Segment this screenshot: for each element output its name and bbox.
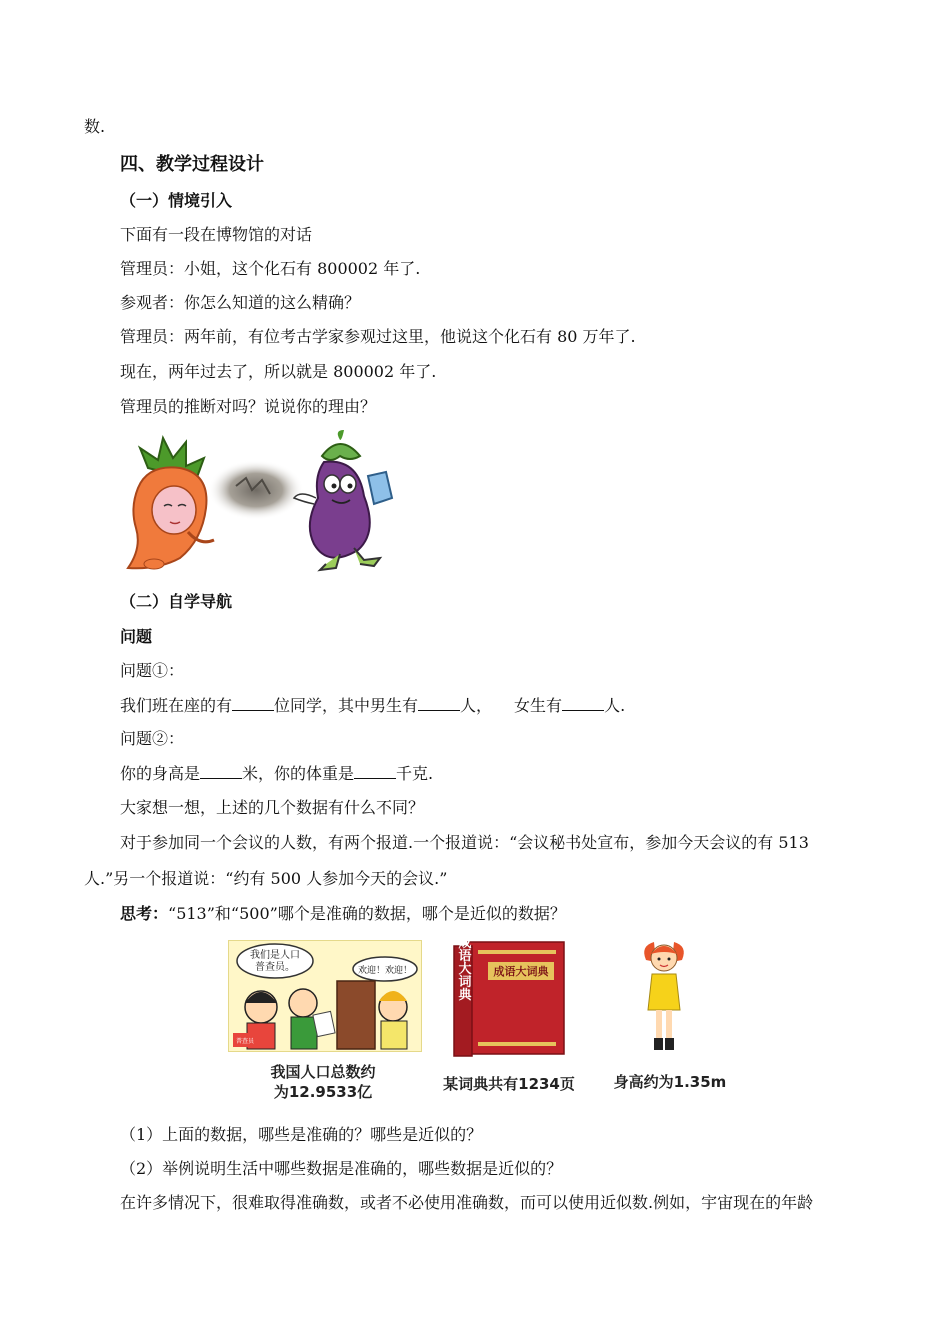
after-question-1: （1）上面的数据，哪些是准确的？哪些是近似的？: [120, 1125, 483, 1144]
part1-title: （一）情境引入: [120, 191, 233, 210]
q1-text-d: 女生有: [514, 696, 563, 715]
sikao-label: 思考：: [120, 904, 169, 923]
caption-height: 身高约为1.35m: [613, 1073, 727, 1091]
part1-line: 下面有一段在博物馆的对话: [120, 225, 313, 244]
fill-blank[interactable]: [200, 762, 242, 779]
caption-population-2: 为12.9533亿: [273, 1083, 373, 1101]
q2-label: 问题②：: [120, 729, 185, 748]
question-heading: 问题: [120, 627, 153, 646]
fill-blank[interactable]: [418, 694, 460, 711]
think-line: 大家想一想，上述的几个数据有什么不同？: [120, 798, 425, 817]
q2-sentence: [120, 762, 433, 785]
eggplant-character: [294, 430, 392, 570]
sikao-text: “513”和“500”哪个是准确的数据，哪个是近似的数据？: [168, 904, 566, 923]
q2-text-a: 你的身高是: [120, 764, 201, 783]
book-spine-title: 成语大词典: [455, 938, 471, 1001]
bubble-text-2: 欢迎！欢迎！: [357, 966, 413, 976]
census-figure: [228, 940, 422, 1052]
q1-text-c: 人，: [460, 696, 493, 715]
book-cover-title: 成语大词典: [493, 965, 549, 978]
part1-line: 参观者：你怎么知道的这么精确？: [120, 293, 361, 312]
bubble-text-1b: 普查员。: [255, 962, 295, 973]
fill-blank[interactable]: [562, 694, 604, 711]
dictionary-figure: [448, 938, 572, 1060]
top-fragment: 数.: [84, 117, 106, 136]
q2-text-b: 米，你的体重是: [242, 764, 355, 783]
girl-illustration-svg: [640, 938, 688, 1056]
carrot-character: [128, 438, 214, 569]
bubble-text-1: 我们是人口: [250, 950, 300, 961]
report-line-2: 人.”另一个报道说：“约有 500 人参加今天的会议.”: [84, 869, 448, 888]
q1-label: 问题①：: [120, 661, 185, 680]
museum-illustration: [118, 428, 438, 576]
fill-blank[interactable]: [354, 762, 396, 779]
part1-line: 管理员的推断对吗？说说你的理由？: [120, 397, 377, 416]
report-line-1: 对于参加同一个会议的人数，有两个报道.一个报道说：“会议秘书处宣布，参加今天会议的有 513: [120, 833, 809, 852]
part1-line: 现在，两年过去了，所以就是 800002 年了.: [120, 362, 437, 381]
part1-line: 管理员：小姐，这个化石有 800002 年了.: [120, 259, 421, 278]
q1-text-a: 我们班在座的有: [120, 696, 233, 715]
q1-sentence: [120, 694, 625, 717]
q1-text-e: 人.: [604, 696, 626, 715]
fossil-image: [208, 460, 304, 520]
q1-text-b: 位同学，其中男生有: [274, 696, 419, 715]
sikao-line: [120, 903, 566, 925]
fill-blank[interactable]: [232, 694, 274, 711]
museum-illustration-svg: [118, 428, 438, 576]
girl-figure: [640, 938, 688, 1056]
caption-dictionary: 某词典共有1234页: [443, 1075, 575, 1093]
dictionary-illustration-svg: [448, 938, 572, 1060]
q2-text-c: 千克.: [396, 764, 434, 783]
census-illustration-svg: [229, 941, 421, 1051]
section-title: 四、教学过程设计: [120, 154, 264, 175]
part1-line: 管理员：两年前，有位考古学家参观过这里，他说这个化石有 80 万年了.: [120, 327, 636, 346]
last-line: 在许多情况下，很难取得准确数，或者不必使用准确数，而可以使用近似数.例如，宇宙现在的年龄: [120, 1193, 814, 1212]
after-question-2: （2）举例说明生活中哪些数据是准确的，哪些数据是近似的？: [120, 1159, 563, 1178]
caption-population-1: 我国人口总数约: [270, 1063, 376, 1081]
census-badge: 普查员: [235, 1038, 255, 1045]
part2-title: （二）自学导航: [120, 592, 233, 611]
